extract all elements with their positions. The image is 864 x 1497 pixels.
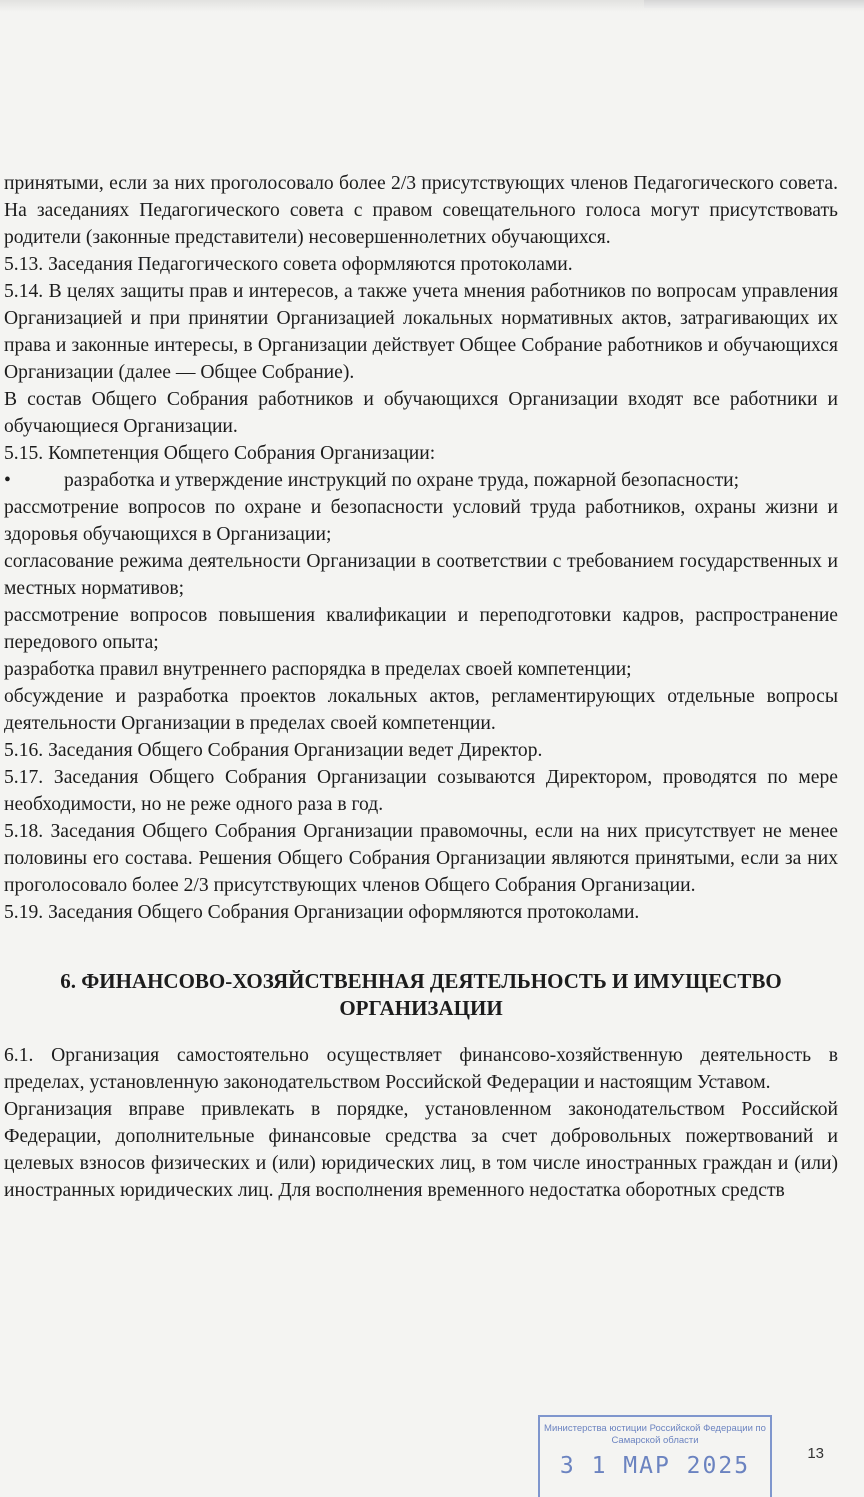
stamp-date: 3 1 МАР 2025 xyxy=(559,1453,751,1479)
paragraph: принятыми, если за них проголосовало более 2/3 присутствующих членов Педагогического совета. На заседаниях Педагогического совета с правом совещательного голоса могут присутствовать родители (законные представители) несовершеннолетних обучающихся. xyxy=(4,173,838,248)
paragraph: 5.18. Заседания Общего Собрания Организации правомочны, если на них присутствует не менее половины его состава. Решения Общего Собрания Организации являются принятыми, если за них проголосовало более 2/3 присутствующих членов Общего Собрания Организации. xyxy=(4,821,838,896)
bullet: • xyxy=(4,470,11,491)
competence-item: разработка правил внутреннего распорядка в пределах своей компетенции; xyxy=(4,659,632,680)
competence-item: согласование режима деятельности Организации в соответствии с требованием государственных и местных нормативов; xyxy=(4,551,838,599)
paragraph: 5.13. Заседания Педагогического совета оформляются протоколами. xyxy=(4,254,573,275)
competence-item: • разработка и утверждение инструкций по охране труда, пожарной безопасности; xyxy=(4,467,838,494)
paragraph: 5.15. Компетенция Общего Собрания Организации: xyxy=(4,443,436,464)
paragraph: 5.19. Заседания Общего Собрания Организации оформляются протоколами. xyxy=(4,902,640,923)
page-number: 13 xyxy=(807,1445,824,1462)
registration-stamp xyxy=(538,1415,772,1497)
competence-item: рассмотрение вопросов по охране и безопасности условий труда работников, охраны жизни и здоровья обучающихся в Организации; xyxy=(4,497,838,545)
competence-item: обсуждение и разработка проектов локальных актов, регламентирующих отдельные вопросы деятельности Организации в пределах своей компетенции. xyxy=(4,686,838,734)
paragraph: Организация вправе привлекать в порядке, установленном законодательством Российской Федерации, дополнительные финансовые средства за счет добровольных пожертвований и целевых взносов физических и (или) юридических лиц, в том числе иностранных граждан и (или) иностранных юридических лиц. Для восполнения временного недостатка оборотных средств xyxy=(4,1099,838,1201)
paragraph: 5.16. Заседания Общего Собрания Организации ведет Директор. xyxy=(4,740,543,761)
document-page xyxy=(4,170,838,1204)
spacer xyxy=(4,926,838,952)
paragraph: В состав Общего Собрания работников и обучающихся Организации входят все работники и обучающиеся Организации. xyxy=(4,389,838,437)
paragraph: 5.14. В целях защиты прав и интересов, а также учета мнения работников по вопросам управления Организацией и при принятии Организацией локальных нормативных актов, затрагивающих их права и законные интересы, в Организации действует Общее Собрание работников и обучающихся Организации (далее — Общее Собрание). xyxy=(4,281,838,383)
paragraph: 6.1. Организация самостоятельно осуществляет финансово-хозяйственную деятельность в пределах, установленную законодательством Российской Федерации и настоящим Уставом. xyxy=(4,1045,838,1093)
paragraph: 5.17. Заседания Общего Собрания Организации созываются Директором, проводятся по мере необходимости, но не реже одного раза в год. xyxy=(4,767,838,815)
competence-item: рассмотрение вопросов повышения квалификации и переподготовки кадров, распространение передового опыта; xyxy=(4,605,838,653)
stamp-text: Министерства юстиции Российской Федерации по Самарской области xyxy=(544,1423,766,1446)
scan-top-edge xyxy=(0,0,864,12)
section-heading: 6. ФИНАНСОВО-ХОЗЯЙСТВЕННАЯ ДЕЯТЕЛЬНОСТЬ И ИМУЩЕСТВО ОРГАНИЗАЦИИ xyxy=(60,969,782,1020)
